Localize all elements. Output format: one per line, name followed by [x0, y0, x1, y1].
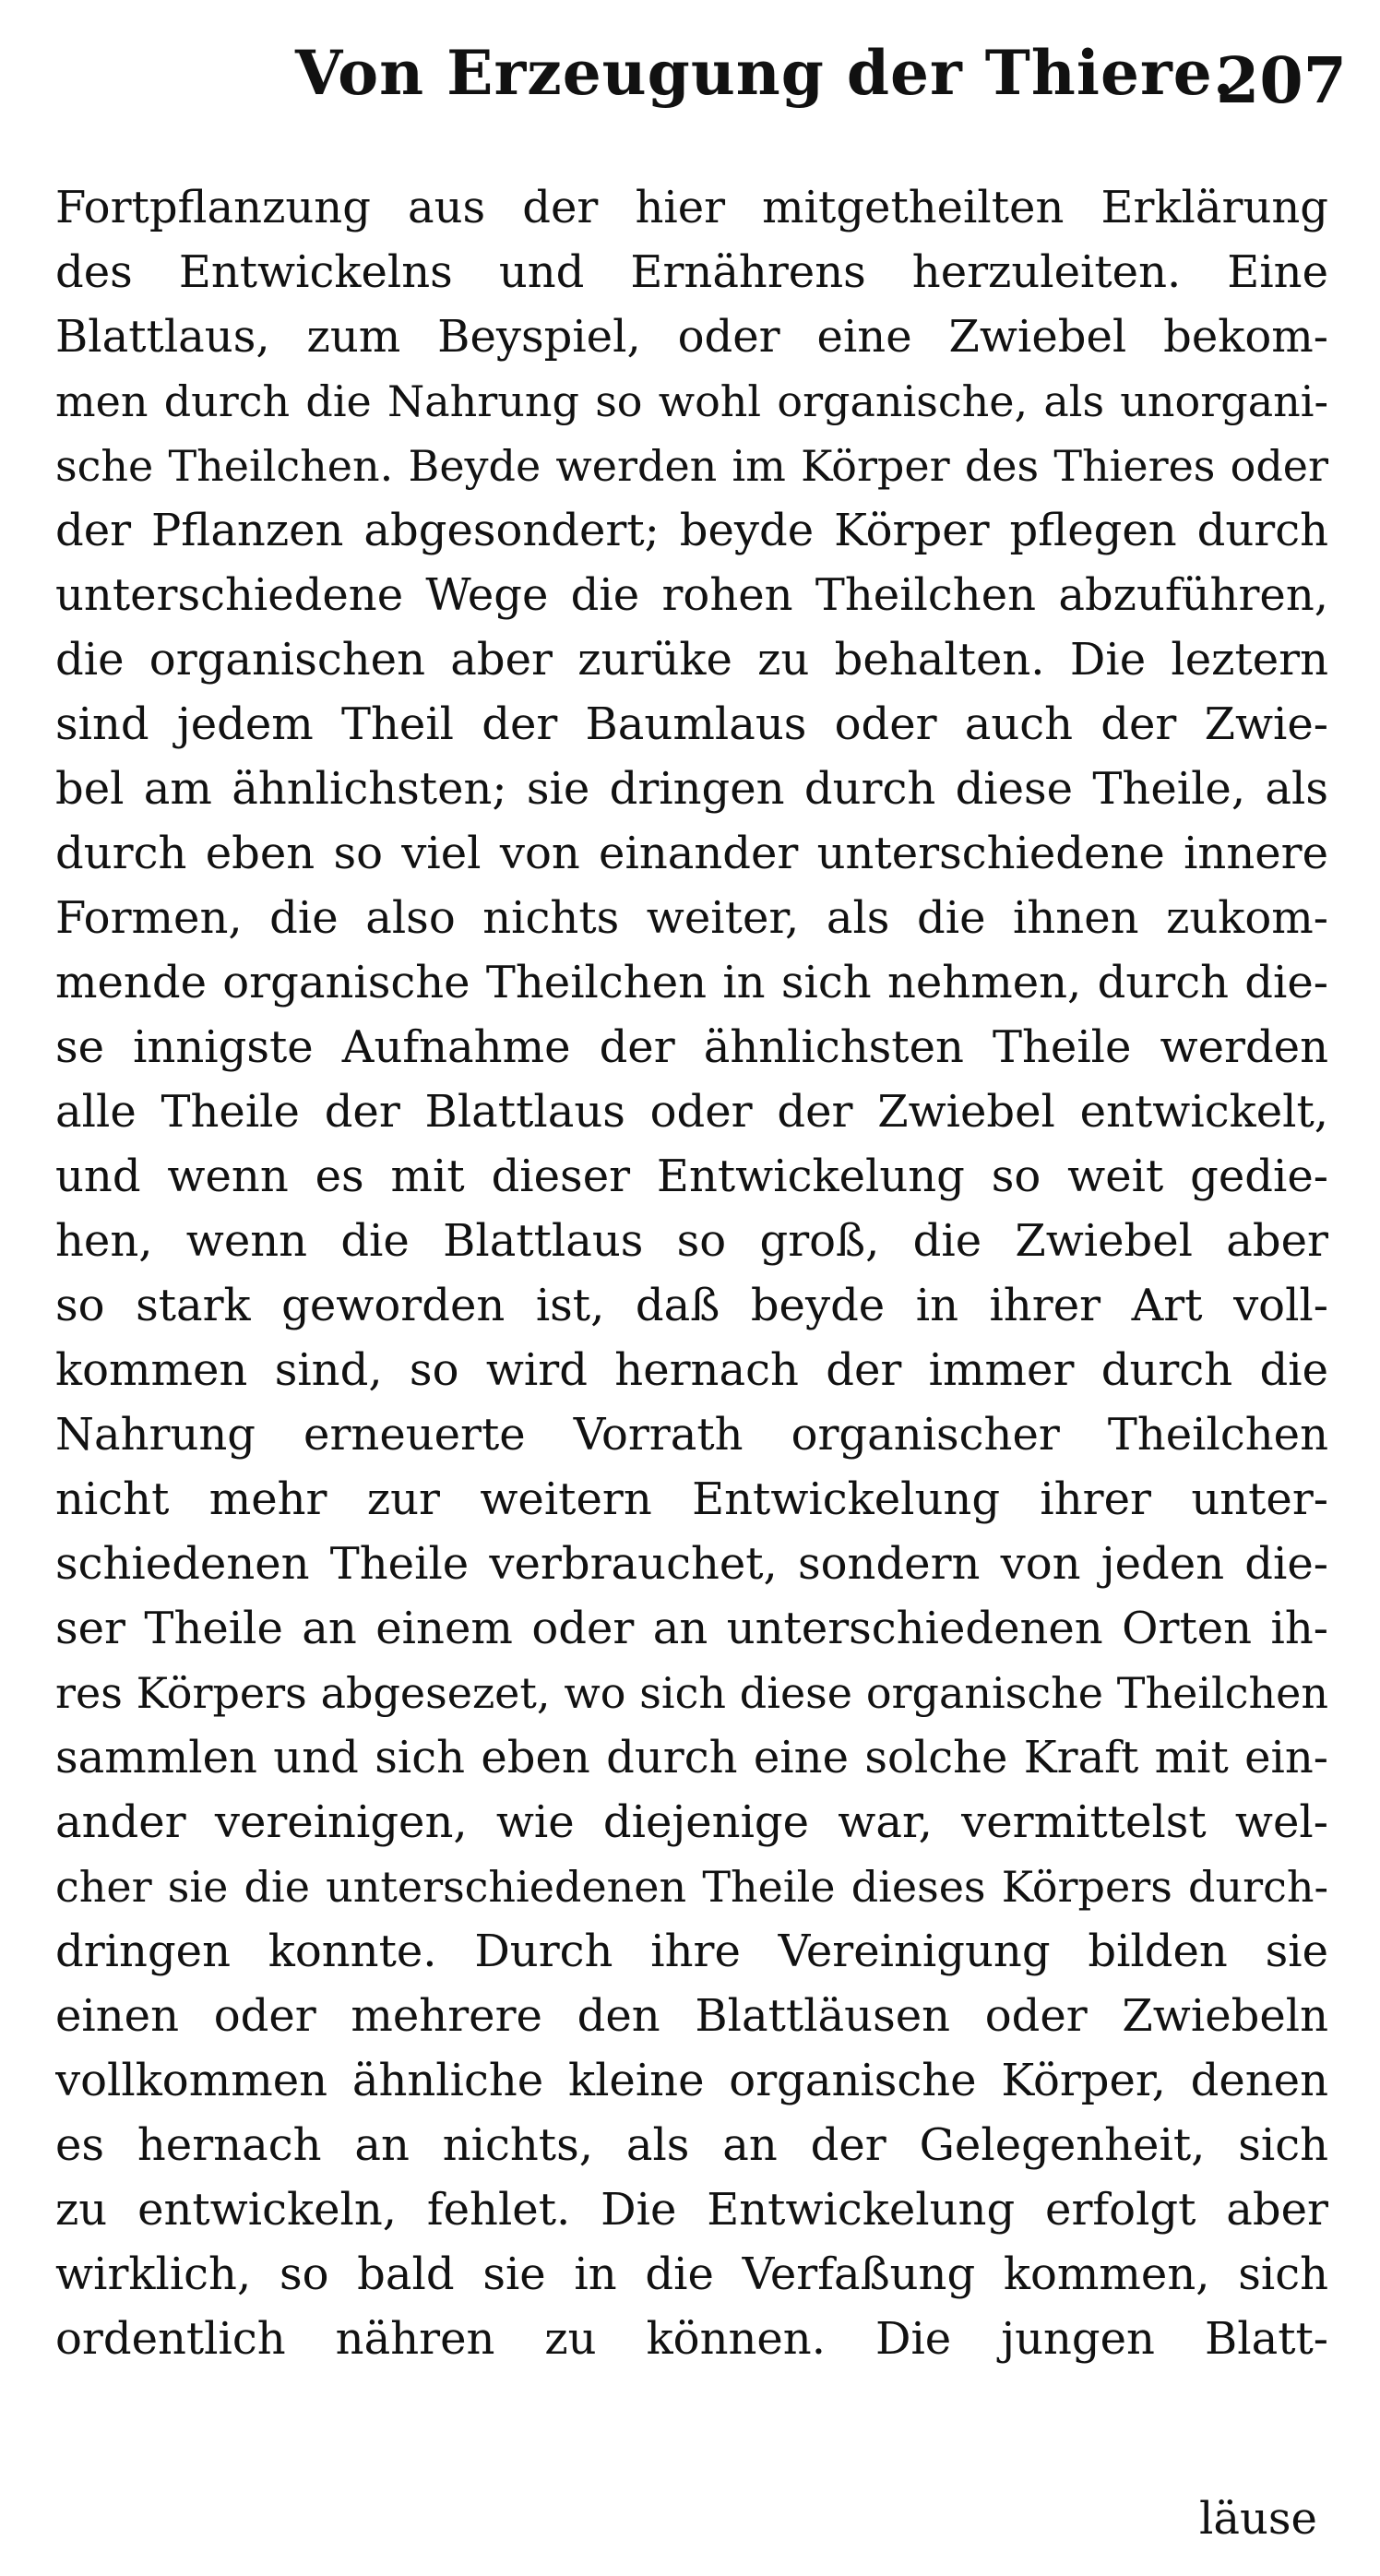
- text-line: durch eben so viel von einander unterschiedene innere: [55, 828, 1328, 879]
- text-line: unterschiedene Wege die rohen Theilchen abzuführen,: [55, 569, 1328, 621]
- page-number: 207: [1216, 44, 1347, 118]
- text-line: alle Theile der Blattlaus oder der Zwiebel entwickelt,: [55, 1086, 1328, 1138]
- text-line: der Pflanzen abgesondert; beyde Körper pflegen durch: [55, 505, 1328, 556]
- text-line: dringen konnte. Durch ihre Vereinigung bilden sie: [55, 1926, 1328, 1977]
- text-line: kommen sind, so wird hernach der immer durch die: [55, 1344, 1328, 1396]
- text-line: Fortpflanzung aus der hier mitgetheilten Erklärung: [55, 182, 1328, 233]
- text-line: ander vereinigen, wie diejenige war, vermittelst wel-: [55, 1796, 1328, 1848]
- text-line: zu entwickeln, fehlet. Die Entwickelung erfolgt aber: [55, 2184, 1328, 2236]
- text-line: und wenn es mit dieser Entwickelung so weit gedie-: [55, 1151, 1328, 1202]
- text-line: ordentlich nähren zu können. Die jungen Blatt-: [55, 2313, 1328, 2365]
- text-line: mende organische Theilchen in sich nehmen, durch die-: [55, 957, 1328, 1008]
- text-line: res Körpers abgesezet, wo sich diese organische Theilchen: [55, 1668, 1328, 1718]
- text-line: so stark geworden ist, daß beyde in ihrer Art voll-: [55, 1280, 1328, 1331]
- text-line: wirklich, so bald sie in die Verfaßung kommen, sich: [55, 2248, 1328, 2300]
- text-line: schiedenen Theile verbrauchet, sondern von jeden die-: [55, 1538, 1328, 1590]
- text-line: des Entwickelns und Ernährens herzuleiten. Eine: [55, 246, 1328, 298]
- text-line: es hernach an nichts, als an der Gelegenheit, sich: [55, 2119, 1328, 2171]
- text-line: nicht mehr zur weitern Entwickelung ihrer unter-: [55, 1473, 1328, 1525]
- catchword: läuse: [1199, 2493, 1317, 2545]
- running-title: Von Erzeugung der Thiere.: [295, 37, 1235, 109]
- text-line: Blattlaus, zum Beyspiel, oder eine Zwiebel bekom-: [55, 311, 1328, 363]
- text-line: vollkommen ähnliche kleine organische Körper, denen: [55, 2055, 1328, 2106]
- text-line: sind jedem Theil der Baumlaus oder auch der Zwie-: [55, 698, 1328, 750]
- text-line: Nahrung erneuerte Vorrath organischer Theilchen: [55, 1409, 1328, 1461]
- text-line: bel am ähnlichsten; sie dringen durch diese Theile, als: [55, 763, 1328, 815]
- body-text: [55, 175, 1328, 2371]
- text-line: die organischen aber zurüke zu behalten. Die leztern: [55, 634, 1328, 686]
- text-line: men durch die Nahrung so wohl organische, als unorgani-: [55, 376, 1328, 426]
- text-line: hen, wenn die Blattlaus so groß, die Zwiebel aber: [55, 1215, 1328, 1267]
- text-line: sammlen und sich eben durch eine solche Kraft mit ein-: [55, 1732, 1328, 1783]
- text-line: einen oder mehrere den Blattläusen oder Zwiebeln: [55, 1990, 1328, 2042]
- text-line: cher sie die unterschiedenen Theile dieses Körpers durch-: [55, 1862, 1328, 1912]
- text-line: se innigste Aufnahme der ähnlichsten Theile werden: [55, 1021, 1328, 1073]
- text-line: ser Theile an einem oder an unterschiedenen Orten ih-: [55, 1603, 1328, 1654]
- text-line: sche Theilchen. Beyde werden im Körper des Thieres oder: [55, 441, 1328, 491]
- text-line: Formen, die also nichts weiter, als die ihnen zukom-: [55, 892, 1328, 944]
